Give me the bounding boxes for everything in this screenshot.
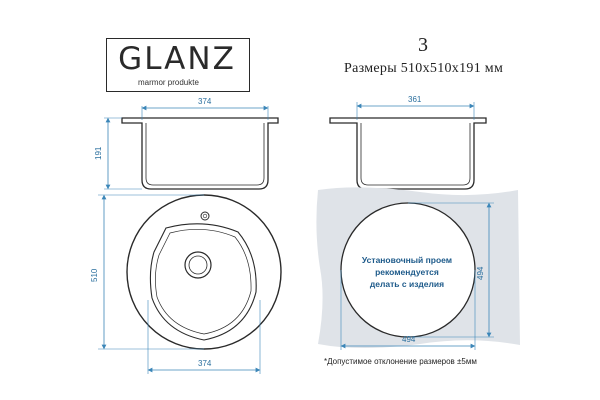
side-view-b-width-label: 361 bbox=[408, 95, 422, 104]
side-view-height-dimension bbox=[94, 118, 142, 189]
side-view-a-width-label: 374 bbox=[198, 97, 212, 106]
top-view-bowl-width-label: 374 bbox=[198, 359, 212, 368]
faucet-hole bbox=[201, 212, 209, 220]
cutout-instruction-line-2: рекомендуется bbox=[375, 267, 439, 277]
side-view-height-label: 191 bbox=[94, 146, 103, 160]
side-view-b bbox=[330, 118, 486, 189]
top-view-height-label: 510 bbox=[90, 268, 99, 282]
tolerance-note: *Допустимое отклонение размеров ±5мм bbox=[324, 357, 477, 366]
brand-tagline: marmor produkte bbox=[135, 78, 202, 87]
drain-inner bbox=[189, 256, 207, 274]
side-view-a bbox=[122, 118, 278, 189]
cutout-instruction-line-1: Установочный проем bbox=[361, 255, 453, 265]
cutout-instruction-line-3: делать с изделия bbox=[369, 279, 445, 289]
brand-logo: GLANZ bbox=[118, 41, 236, 77]
side-view-a-width-dimension bbox=[142, 97, 268, 120]
overall-dimensions: Размеры 510x510x191 мм bbox=[344, 61, 504, 76]
model-number: 3 bbox=[418, 34, 428, 56]
side-view-b-width-dimension bbox=[357, 95, 474, 120]
top-view bbox=[127, 195, 281, 349]
cutout-width-label: 494 bbox=[402, 335, 416, 344]
cutout-instruction bbox=[352, 254, 462, 290]
cutout-height-label: 494 bbox=[476, 266, 485, 280]
